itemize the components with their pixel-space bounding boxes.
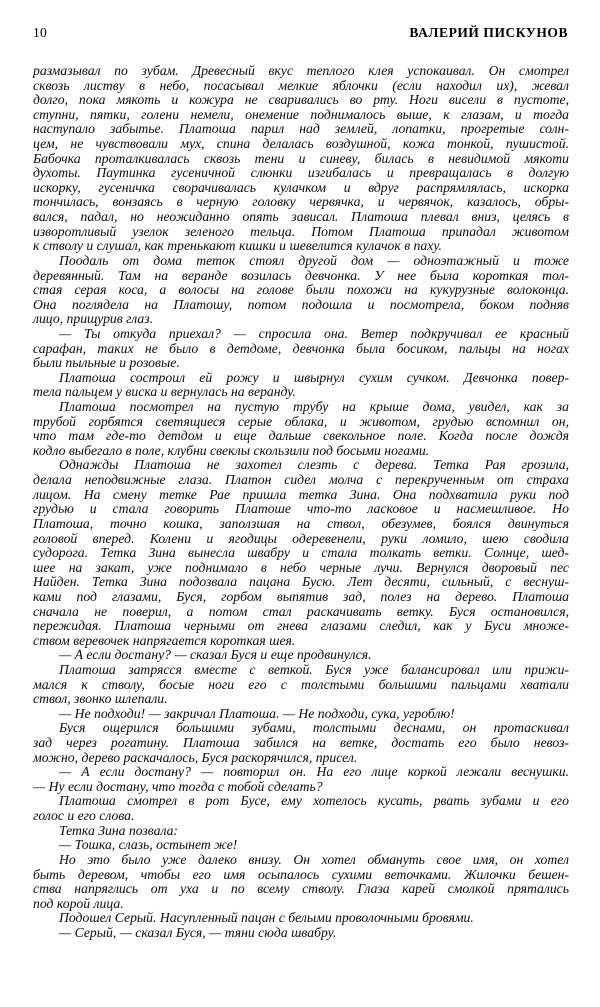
text-line: головой вперед. Колени и ягодицы одеревенели, руки ломило, шею сводила	[33, 530, 569, 546]
text-line: пережидая. Платоша черными от гнева глазами следил, как у Буси множе-	[33, 618, 569, 634]
text-line: к стволу и слушал, как тренькают кишки и шевелится кулачок в паху.	[33, 238, 442, 254]
text-line: лицом. На смену тетке Рае пришла тетка Зина. Она подхватила руки под	[33, 486, 569, 502]
page-number: 10	[33, 25, 47, 40]
text-line: долго, пока мякоть и кожура не сваривались во рту. Ноги висели в пустоте,	[33, 92, 569, 108]
text-line: Найден. Тетка Зина подозвала пацана Бусю. Лет десяти, сильный, с веснуш-	[33, 574, 569, 590]
running-head	[33, 25, 568, 43]
text-line: Буся ощерился большими зубами, толстыми деснами, он протаскивал	[59, 720, 569, 736]
text-line: наступало забытье. Платоша парил над землей, лопатки, прогретые солн-	[33, 121, 569, 137]
text-line: трубой горбятся светящиеся серые облака, и животом, грудью вспомнил он,	[33, 413, 569, 429]
text-line: духоты. Паутинка гусеничной слюнки изгибалась и превращалась в долгую	[33, 165, 569, 181]
text-line: можно, дерево раскачалось, Буся раскорячился, присел.	[33, 749, 358, 765]
text-line: — Ну если достану, что тогда с тобой сделать?	[33, 778, 323, 794]
text-line: Однажды Платоша не захотел слезть с дерева. Тетка Рая грозила,	[59, 457, 569, 473]
text-line: — А если достану? — повторил он. На его лице коркой лежали веснушки.	[59, 764, 569, 780]
body-text	[33, 64, 569, 941]
text-line: Тетка Зина позвала:	[59, 822, 178, 838]
text-line: Платоша состроил ей рожу и швырнул сухим сучком. Девчонка повер-	[59, 369, 569, 385]
text-line: под корой лица.	[33, 895, 124, 911]
text-line: сквозь листву в небо, посасывал мелкие яблочки (если находил их), жевал	[33, 77, 569, 93]
text-line: сначала не поверил, а потом стал раскачивать ветку. Буся остановился,	[33, 603, 569, 619]
text-line: — Серый, — сказал Буся, — тяни сюда швабру.	[59, 924, 337, 940]
text-line: грудью и стала говорить Платоше что-то ласковое и насмешливое. Но	[33, 501, 569, 517]
text-line: — А если достану? — сказал Буся и еще продвинулся.	[59, 647, 372, 663]
running-title: ВАЛЕРИЙ ПИСКУНОВ	[409, 25, 568, 40]
text-line: Бабочка проталкивалась сквозь тени и синеву, билась в невидимой мякоти	[33, 150, 569, 166]
text-line: ствол, звонко шлепали.	[33, 691, 168, 707]
text-line: голос и его слова.	[33, 808, 135, 824]
text-line: изворотливый узелок зеленого тельца. Потом Платоша припадал животом	[33, 223, 569, 239]
text-line: — Не подходи! — закричал Платоша. — Не подходи, сука, угроблю!	[59, 705, 455, 721]
text-line: кодло выбегало в поле, клубни свеклы скользили под босыми ногами.	[33, 442, 430, 458]
text-line: искорку, гусеничка сворачивалась кулачком и вдруг распрямлялась, искорка	[33, 179, 569, 195]
text-line: ства напряглись от уха и по всему стволу. Глаза карей смолкой прятались	[33, 881, 569, 897]
text-line: Но это было уже далеко внизу. Он хотел обмануть свое имя, он хотел	[59, 851, 569, 867]
text-line: Она поглядела на Платошу, потом подошла и посмотрела, боком подняв	[33, 296, 569, 312]
text-line: делала неподвижные глаза. Платон сидел молча с перекрученным от страха	[33, 472, 569, 488]
text-line: стая серая коса, а волосы на голове были похожи на кукурузные волоконца.	[33, 282, 569, 298]
text-line: Поодаль от дома теток стоял другой дом — одноэтажный и тоже	[59, 252, 569, 268]
text-line: ством веревочек напрягается короткая шея.	[33, 632, 296, 648]
text-line: — Ты откуда приехал? — спросила она. Ветер подкручивал ее красный	[59, 325, 569, 341]
text-line: что там где-то детдом и еще дальше свекольное поле. Когда после дождя	[33, 428, 569, 444]
text-line: шее на закат, уже поднимало в небо черные лучи. Вернулся дворовый пес	[33, 559, 569, 575]
text-line: размазывал по зубам. Древесный вкус теплого клея успокаивал. Он смотрел	[33, 63, 569, 78]
text-line: сарафан, таких не было в детдоме, девчонка была босиком, пальцы на ногах	[33, 340, 569, 356]
text-line: мался к стволу, босые ноги его с толстыми большими пальцами хватали	[33, 676, 569, 692]
text-line: судорога. Тетка Зина вынесла швабру и стала толкать ветки. Солнце, шед-	[33, 545, 569, 561]
text-line: Платоша смотрел в рот Бусе, ему хотелось кусать, рвать зубами и его	[59, 793, 569, 809]
text-line: — Тошка, слазь, остынет же!	[59, 837, 238, 853]
text-line: Платоша посмотрел на пустую трубу на крыше дома, увидел, как за	[59, 399, 569, 415]
text-line: Платоша, точно кошка, заползшая на ствол, обезумев, боялся двинуться	[33, 515, 569, 531]
text-line: Подошел Серый. Насупленный пацан с белыми проволочными бровями.	[59, 910, 474, 926]
text-line: вался, падал, но неожиданно опять зависал. Платоша плевал вниз, целясь в	[33, 209, 569, 225]
text-line: ступни, пятки, голени немели, онемение поднималось выше, к глазам, и тогда	[33, 106, 569, 122]
text-line: тончилась, вонзаясь в черную головку червячка, и червячок, казалось, обры-	[33, 194, 569, 210]
text-line: лицо, прищурив глаз.	[33, 311, 154, 327]
text-line: деревянный. Там на веранде возилась девчонка. У нее была короткая тол-	[33, 267, 569, 283]
text-line: быть деревом, чтобы его имя осыпалось сухими веточками. Жилочки бешен-	[33, 866, 569, 882]
text-line: цем, не чувствовали мух, спина делалась воздушной, кожа тонкой, пушистой.	[33, 136, 569, 152]
text-line: Платоша затрясся вместе с веткой. Буся уже балансировал или прижи-	[59, 661, 569, 677]
text-line: ками под глазами, Буся, горбом выпятив зад, полез на дерево. Платоша	[33, 588, 569, 604]
text-line: тела пальцем у виска и вернулась на веранду.	[33, 384, 296, 400]
text-line: были пыльные и розовые.	[33, 355, 180, 371]
text-line: зад через рогатину. Платоша забился на ветке, достать его было невоз-	[33, 735, 569, 751]
